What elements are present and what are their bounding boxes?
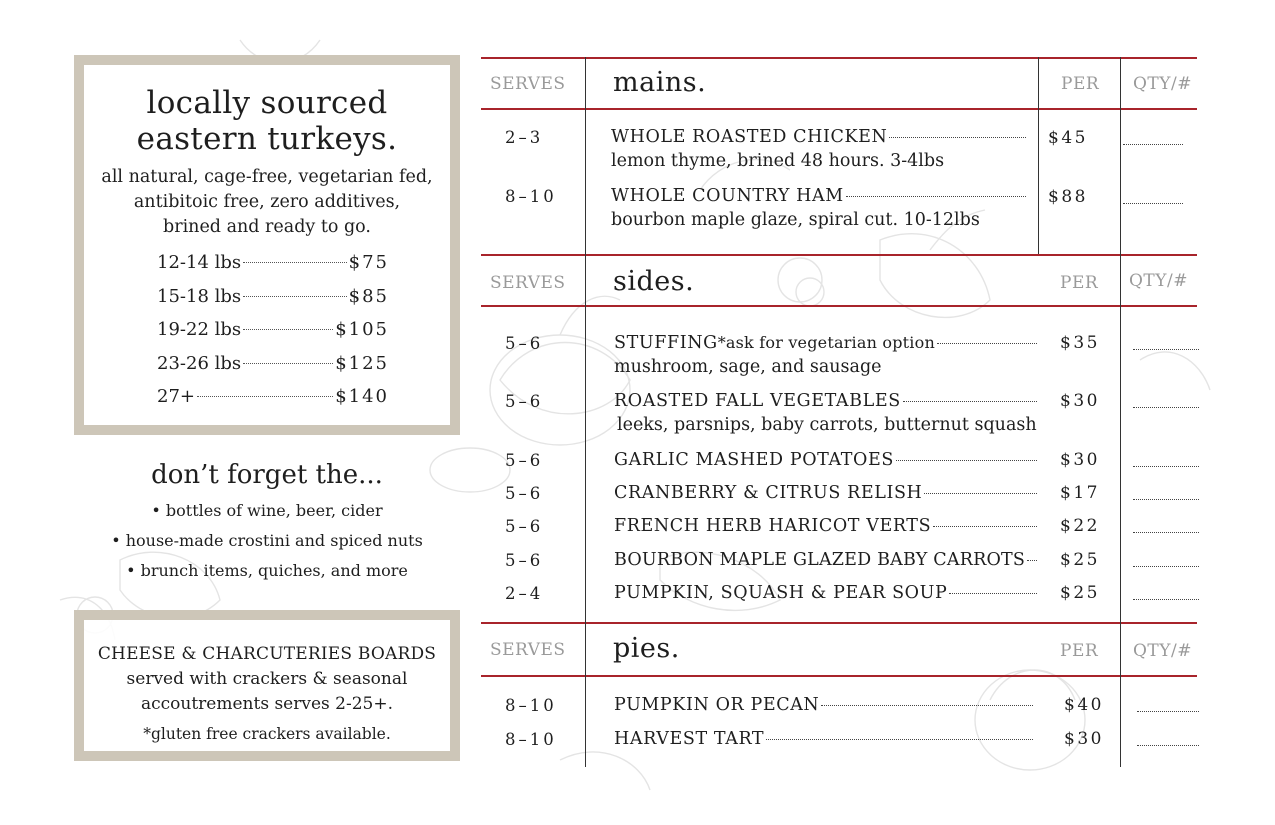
qty-input-line[interactable] — [1133, 466, 1199, 467]
turkey-price-row — [157, 319, 389, 353]
dont-forget-item: • bottles of wine, beer, cider — [151, 501, 383, 520]
menu-item — [614, 583, 1037, 603]
item-name: ROASTED FALL VEGETABLES — [614, 391, 901, 411]
qty-input-line[interactable] — [1123, 144, 1183, 145]
menu-item — [611, 186, 1026, 206]
menu-item — [614, 333, 1037, 353]
item-name: STUFFING — [614, 333, 718, 353]
section-rule — [481, 305, 1197, 307]
turkey-title-line1: locally sourced — [146, 85, 388, 121]
dotted-leader — [821, 705, 1033, 706]
turkey-price-list — [157, 252, 389, 420]
section-rule — [481, 622, 1197, 624]
cheese-boards-panel — [74, 610, 460, 761]
item-name: PUMPKIN, SQUASH & PEAR SOUP — [614, 583, 948, 603]
section-rule — [481, 254, 1197, 256]
item-name: WHOLE ROASTED CHICKEN — [611, 127, 888, 147]
menu-item — [614, 391, 1037, 411]
section-rule — [481, 108, 1197, 110]
cheese-line3: accoutrements serves 2-25+. — [140, 694, 393, 714]
serves-column-header: SERVES — [490, 640, 566, 660]
qty-input-line[interactable] — [1133, 499, 1199, 500]
item-serves: 8–10 — [505, 187, 557, 206]
item-price: $22 — [1060, 516, 1100, 536]
turkey-desc-line3: brined and ready to go. — [163, 217, 371, 237]
item-description: mushroom, sage, and sausage — [614, 357, 882, 377]
qty-input-line[interactable] — [1133, 599, 1199, 600]
qty-input-line[interactable] — [1137, 745, 1199, 746]
section-rule — [481, 57, 1197, 59]
qty-input-line[interactable] — [1133, 566, 1199, 567]
column-divider — [585, 57, 586, 767]
item-price: $40 — [1064, 695, 1104, 715]
per-column-header: PER — [1061, 74, 1100, 94]
serves-column-header: SERVES — [490, 74, 566, 94]
cheese-title: CHEESE & CHARCUTERIES BOARDS — [97, 644, 437, 664]
qty-input-line[interactable] — [1137, 711, 1199, 712]
dotted-leader — [243, 262, 347, 263]
item-name: CRANBERRY & CITRUS RELISH — [614, 483, 923, 503]
turkey-weight: 27+ — [157, 386, 195, 407]
item-price: $35 — [1060, 333, 1100, 353]
menu-item — [614, 695, 1033, 715]
dotted-leader — [243, 296, 347, 297]
item-serves: 5–6 — [505, 517, 544, 536]
item-price: $30 — [1064, 729, 1104, 749]
turkey-title — [84, 85, 450, 157]
item-description: lemon thyme, brined 48 hours. 3-4lbs — [611, 151, 945, 171]
column-divider — [1120, 57, 1121, 767]
item-serves: 5–6 — [505, 551, 544, 570]
item-description: bourbon maple glaze, spiral cut. 10-12lbs — [611, 210, 980, 230]
item-price: $30 — [1060, 391, 1100, 411]
qty-column-header: QTY/# — [1133, 641, 1192, 661]
dont-forget-item: • brunch items, quiches, and more — [126, 561, 408, 580]
section-rule — [481, 675, 1197, 677]
item-serves: 5–6 — [505, 451, 544, 470]
turkey-title-line2: eastern turkeys. — [136, 121, 398, 157]
qty-input-line[interactable] — [1133, 407, 1199, 408]
mains-section-title: mains. — [613, 67, 707, 98]
turkey-weight: 19-22 lbs — [157, 319, 242, 340]
item-note: *ask for vegetarian option — [717, 333, 935, 352]
dotted-leader — [903, 401, 1037, 402]
dotted-leader — [766, 739, 1033, 740]
dotted-leader — [243, 363, 333, 364]
item-price: $25 — [1060, 583, 1100, 603]
dont-forget-title: don’t forget the... — [151, 460, 383, 490]
dotted-leader — [949, 593, 1037, 594]
cheese-line2: served with crackers & seasonal — [126, 669, 408, 689]
turkey-description — [84, 165, 450, 240]
item-name: PUMPKIN OR PECAN — [614, 695, 820, 715]
qty-input-line[interactable] — [1133, 532, 1199, 533]
turkey-price-row — [157, 252, 389, 286]
dotted-leader — [933, 526, 1037, 527]
turkey-price: $140 — [335, 386, 389, 407]
item-price: $30 — [1060, 450, 1100, 470]
turkey-price-row — [157, 386, 389, 420]
item-price: $45 — [1048, 128, 1088, 148]
turkey-weight: 12-14 lbs — [157, 252, 242, 273]
sides-section-title: sides. — [613, 266, 695, 297]
dotted-leader — [889, 137, 1026, 138]
qty-column-header: QTY/# — [1133, 74, 1192, 94]
dotted-leader — [937, 343, 1037, 344]
item-name: GARLIC MASHED POTATOES — [614, 450, 894, 470]
qty-input-line[interactable] — [1123, 203, 1183, 204]
qty-column-header: QTY/# — [1129, 271, 1188, 291]
item-description: leeks, parsnips, baby carrots, butternut squash — [617, 415, 1037, 435]
serves-column-header: SERVES — [490, 273, 566, 293]
dotted-leader — [197, 396, 333, 397]
menu-item — [614, 550, 1037, 570]
turkey-weight: 23-26 lbs — [157, 352, 242, 374]
dont-forget-item: • house-made crostini and spiced nuts — [111, 531, 423, 550]
turkey-price: $125 — [335, 352, 389, 374]
turkey-panel — [74, 55, 460, 435]
column-divider — [1038, 57, 1039, 254]
item-serves: 8–10 — [505, 696, 557, 715]
menu-item — [614, 450, 1037, 470]
turkey-desc-line1: all natural, cage-free, vegetarian fed, — [101, 167, 433, 187]
item-price: $25 — [1060, 550, 1100, 570]
item-name: BOURBON MAPLE GLAZED BABY CARROTS — [614, 550, 1026, 570]
dotted-leader — [846, 196, 1026, 197]
menu-item — [614, 729, 1033, 749]
pies-section-title: pies. — [613, 633, 680, 664]
item-serves: 2–4 — [505, 584, 544, 603]
item-serves: 5–6 — [505, 484, 544, 503]
menu-item — [614, 516, 1037, 536]
item-name: WHOLE COUNTRY HAM — [611, 186, 844, 206]
menu-item — [614, 483, 1037, 503]
turkey-price-row — [157, 286, 389, 320]
item-name: HARVEST TART — [614, 729, 765, 749]
cheese-note: *gluten free crackers available. — [143, 725, 391, 743]
dotted-leader — [1027, 560, 1037, 561]
item-name: FRENCH HERB HARICOT VERTS — [614, 516, 932, 536]
per-column-header: PER — [1060, 641, 1099, 661]
turkey-price: $75 — [348, 252, 389, 273]
turkey-price: $105 — [335, 319, 389, 340]
per-column-header: PER — [1060, 273, 1099, 293]
item-serves: 8–10 — [505, 730, 557, 749]
item-serves: 5–6 — [505, 334, 544, 353]
turkey-price: $85 — [348, 285, 389, 307]
item-price: $17 — [1060, 483, 1100, 503]
item-price: $88 — [1048, 187, 1088, 207]
turkey-weight: 15-18 lbs — [157, 285, 242, 307]
item-serves: 2–3 — [505, 128, 544, 147]
dont-forget-section — [74, 458, 460, 586]
dotted-leader — [896, 460, 1037, 461]
item-serves: 5–6 — [505, 392, 544, 411]
dotted-leader — [243, 329, 333, 330]
qty-input-line[interactable] — [1133, 349, 1199, 350]
menu-item — [611, 127, 1026, 147]
turkey-price-row — [157, 353, 389, 387]
turkey-desc-line2: antibitoic free, zero additives, — [133, 192, 401, 212]
dotted-leader — [924, 493, 1037, 494]
